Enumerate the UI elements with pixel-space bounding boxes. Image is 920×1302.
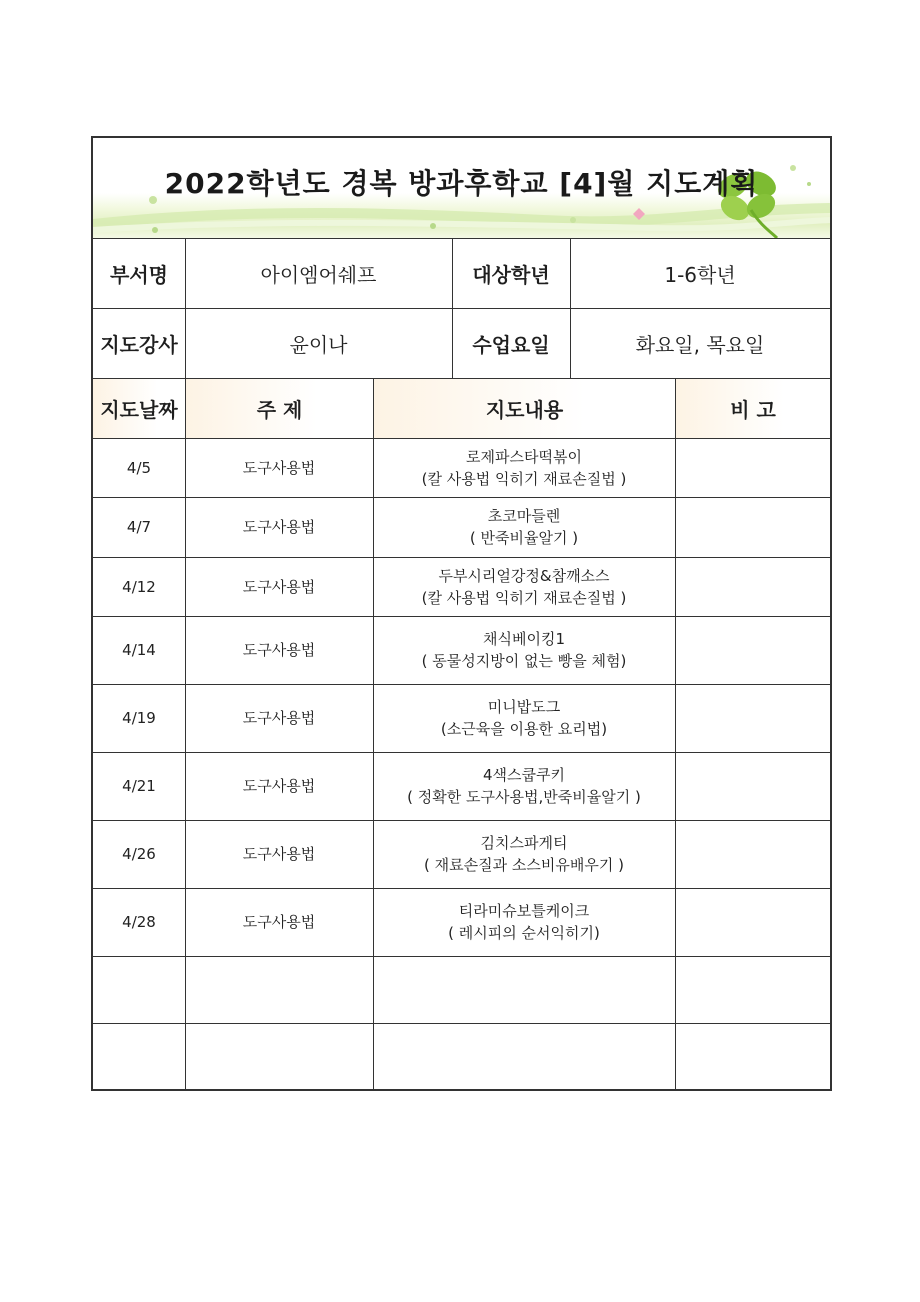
row-date: 4/26 bbox=[122, 845, 156, 863]
row-content bbox=[373, 1023, 675, 1091]
row-note bbox=[675, 820, 830, 888]
row-topic bbox=[185, 956, 373, 1023]
content-detail: (소근육을 이용한 요리법) bbox=[440, 720, 608, 738]
row-date: 4/5 bbox=[126, 458, 152, 477]
row-topic: 도구사용법 bbox=[242, 845, 316, 863]
row-topic bbox=[185, 1023, 373, 1091]
row-topic: 도구사용법 bbox=[242, 518, 316, 536]
day-label: 수업요일 bbox=[472, 332, 550, 357]
day-value: 화요일, 목요일 bbox=[635, 332, 765, 357]
teacher-label: 지도강사 bbox=[100, 332, 178, 357]
row-content bbox=[373, 820, 675, 888]
row-content bbox=[373, 752, 675, 820]
content-title: 김치스파게티 bbox=[480, 834, 568, 852]
content-detail: (칼 사용법 익히기 재료손질법 ) bbox=[421, 469, 627, 488]
row-topic: 도구사용법 bbox=[242, 577, 316, 596]
title-banner bbox=[93, 138, 830, 238]
column-header-date: 지도날짜 bbox=[93, 379, 185, 438]
row-content bbox=[373, 438, 675, 497]
page-title: 2022학년도 경복 방과후학교 [4]월 지도계획 bbox=[164, 167, 759, 200]
row-content bbox=[373, 616, 675, 684]
content-detail: (칼 사용법 익히기 재료손질법 ) bbox=[421, 588, 627, 607]
content-title: 4색스쿱쿠키 bbox=[483, 766, 565, 784]
column-header-note: 비 고 bbox=[676, 379, 830, 438]
column-header-content: 지도내용 bbox=[374, 379, 675, 438]
row-date: 4/19 bbox=[122, 709, 156, 727]
content-detail: ( 반죽비율알기 ) bbox=[469, 529, 579, 547]
content-title: 미니밥도그 bbox=[487, 698, 561, 716]
row-topic: 도구사용법 bbox=[242, 641, 316, 659]
row-note bbox=[675, 684, 830, 752]
row-note bbox=[675, 497, 830, 557]
row-topic: 도구사용법 bbox=[242, 709, 316, 727]
grade-value: 1-6학년 bbox=[664, 262, 736, 287]
row-note bbox=[675, 956, 830, 1023]
content-detail: ( 레시피의 순서익히기) bbox=[448, 924, 600, 942]
row-content bbox=[373, 684, 675, 752]
row-date: 4/28 bbox=[122, 913, 156, 931]
content-detail: ( 재료손질과 소스비유배우기 ) bbox=[424, 856, 624, 874]
row-note bbox=[675, 1023, 830, 1091]
teacher-value: 윤이나 bbox=[289, 332, 348, 357]
dept-value: 아이엠어쉐프 bbox=[260, 262, 377, 287]
row-date: 4/12 bbox=[122, 577, 156, 596]
content-title: 초코마들렌 bbox=[487, 507, 561, 525]
row-note bbox=[675, 888, 830, 956]
content-detail: ( 정확한 도구사용법,반죽비율알기 ) bbox=[407, 788, 641, 806]
content-title: 티라미슈보틀케이크 bbox=[458, 902, 590, 920]
row-content bbox=[373, 956, 675, 1023]
row-content bbox=[373, 888, 675, 956]
row-date bbox=[93, 956, 185, 1023]
row-date: 4/14 bbox=[122, 641, 156, 659]
row-note bbox=[675, 616, 830, 684]
content-title: 로제파스타떡볶이 bbox=[466, 447, 582, 466]
grade-label: 대상학년 bbox=[472, 262, 550, 287]
row-topic: 도구사용법 bbox=[242, 777, 316, 795]
row-note bbox=[675, 438, 830, 497]
row-note bbox=[675, 557, 830, 616]
row-note bbox=[675, 752, 830, 820]
row-date bbox=[93, 1023, 185, 1091]
row-content bbox=[373, 557, 675, 616]
dept-label: 부서명 bbox=[110, 262, 168, 287]
row-date: 4/21 bbox=[122, 777, 156, 795]
row-content bbox=[373, 497, 675, 557]
row-topic: 도구사용법 bbox=[242, 913, 316, 931]
content-title: 두부시리얼강정&참깨소스 bbox=[438, 566, 610, 585]
row-date: 4/7 bbox=[126, 518, 152, 536]
content-title: 채식베이킹1 bbox=[483, 630, 565, 648]
content-detail: ( 동물성지방이 없는 빵을 체험) bbox=[421, 652, 627, 670]
column-header-topic: 주 제 bbox=[186, 379, 373, 438]
plan-document bbox=[91, 136, 832, 1091]
row-topic: 도구사용법 bbox=[242, 458, 316, 477]
